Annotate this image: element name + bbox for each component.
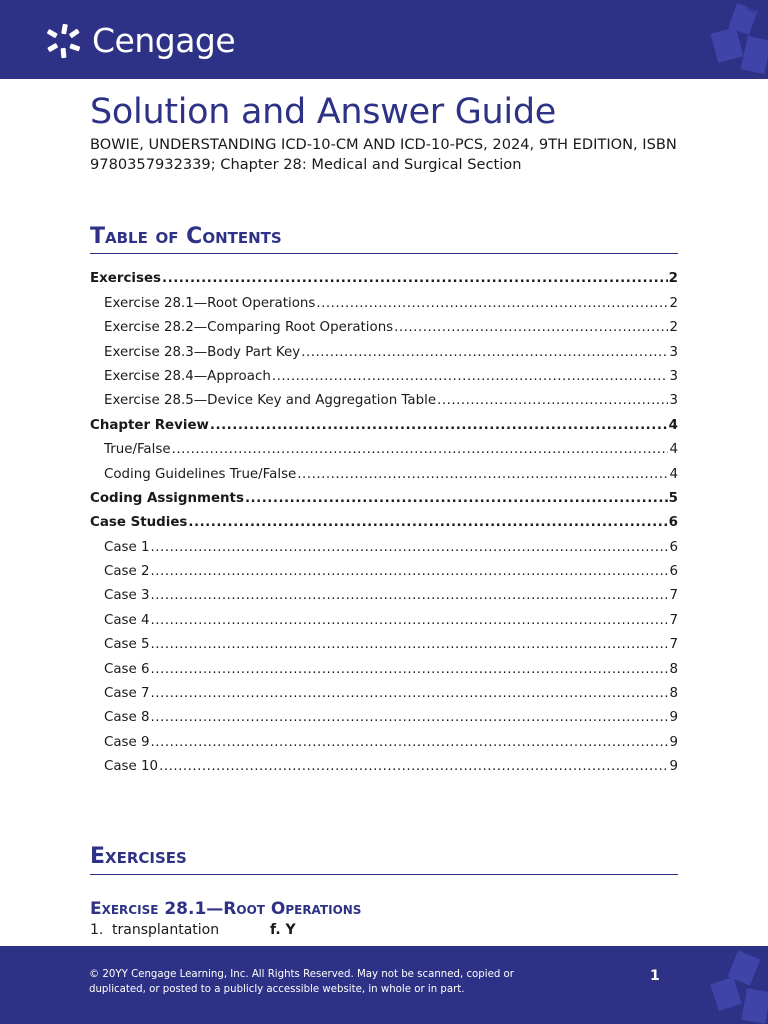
toc-entry-label: Case 8 — [104, 710, 150, 726]
dot-leader — [210, 418, 668, 433]
toc-entry-page: 3 — [669, 344, 678, 360]
exercise-subheading: Exercise 28.1—Root Operations — [90, 899, 362, 919]
toc-link[interactable] — [90, 506, 678, 530]
dot-leader — [394, 320, 668, 335]
dot-leader — [316, 296, 668, 311]
answer-term: transplantation — [112, 922, 220, 938]
toc-link[interactable] — [90, 725, 678, 749]
dot-leader — [297, 467, 668, 482]
toc-entry-label: Case Studies — [90, 515, 188, 531]
dot-leader — [172, 442, 669, 457]
dot-leader — [151, 686, 669, 701]
toc-entry-label: Case 1 — [104, 539, 150, 555]
answer-row — [90, 922, 296, 938]
toc-entry-label: Exercises — [90, 271, 162, 287]
toc-entry-label: Coding Guidelines True/False — [104, 466, 297, 482]
toc-entry-label: Exercise 28.5—Device Key and Aggregation Table — [104, 393, 437, 409]
page-footer — [0, 946, 768, 1024]
dot-leader — [151, 710, 669, 725]
cengage-logo — [46, 22, 235, 60]
toc-entry-page: 8 — [669, 661, 678, 677]
toc-link[interactable] — [90, 482, 678, 506]
dot-leader — [151, 735, 669, 750]
toc-entry-label: Case 2 — [104, 564, 150, 580]
toc-link[interactable] — [90, 335, 678, 359]
toc-entry-page: 2 — [669, 295, 678, 311]
toc-link[interactable] — [90, 677, 678, 701]
dot-leader — [159, 759, 668, 774]
toc-entry-label: Case 10 — [104, 759, 159, 775]
toc-link[interactable] — [90, 701, 678, 725]
answer-key: f. Y — [270, 922, 296, 938]
toc-entry-page: 9 — [669, 734, 678, 750]
toc-entry-label: Case 3 — [104, 588, 150, 604]
toc-heading: Table of Contents — [90, 224, 678, 254]
toc-link[interactable] — [90, 384, 678, 408]
toc-link[interactable] — [90, 530, 678, 554]
toc-link[interactable] — [90, 408, 678, 432]
toc-entry-page: 6 — [669, 539, 678, 555]
toc-link[interactable] — [90, 311, 678, 335]
dot-leader — [162, 271, 668, 286]
toc-entry-page: 9 — [669, 759, 678, 775]
toc-entry-page: 4 — [668, 417, 678, 433]
footer-decoration-icon — [710, 946, 768, 1024]
page-header — [0, 0, 768, 79]
toc-entry-label: Chapter Review — [90, 417, 209, 433]
toc-entry-label: Exercise 28.4—Approach — [104, 368, 271, 384]
toc-entry-page: 4 — [669, 442, 678, 458]
dot-leader — [151, 540, 669, 555]
toc-entry-label: Coding Assignments — [90, 490, 244, 506]
toc-link[interactable] — [90, 750, 678, 774]
toc-entry-page: 3 — [669, 393, 678, 409]
toc-entry-page: 8 — [669, 686, 678, 702]
dot-leader — [301, 345, 668, 360]
copyright-notice: © 20YY Cengage Learning, Inc. All Rights Reserved. May not be scanned, copied or duplicated, or posted to a publicly accessible website, in whole or in part. — [89, 969, 514, 995]
toc-entry-label: Case 5 — [104, 637, 150, 653]
toc-entry-page: 3 — [669, 368, 678, 384]
toc-entry-label: Exercise 28.1—Root Operations — [104, 295, 316, 311]
table-of-contents — [90, 262, 678, 774]
toc-entry-label: Case 7 — [104, 686, 150, 702]
toc-entry-page: 7 — [669, 588, 678, 604]
exercises-heading: Exercises — [90, 844, 678, 875]
toc-entry-page: 9 — [669, 710, 678, 726]
toc-link[interactable] — [90, 628, 678, 652]
book-citation: BOWIE, UNDERSTANDING ICD-10-CM AND ICD-10-PCS, 2024, 9TH EDITION, ISBN 9780357932339; Chapter 28: Medical and Surgical Section — [90, 136, 677, 173]
toc-entry-label: Case 4 — [104, 612, 150, 628]
dot-leader — [437, 393, 668, 408]
toc-link[interactable] — [90, 652, 678, 676]
toc-entry-page: 5 — [668, 490, 678, 506]
toc-entry-page: 6 — [668, 515, 678, 531]
toc-link[interactable] — [90, 457, 678, 481]
cengage-burst-icon — [46, 22, 84, 60]
dot-leader — [151, 613, 669, 628]
toc-entry-page: 6 — [669, 564, 678, 580]
toc-link[interactable] — [90, 555, 678, 579]
toc-entry-label: True/False — [104, 442, 171, 458]
corner-decoration-icon — [708, 0, 768, 79]
dot-leader — [151, 662, 669, 677]
toc-entry-page: 4 — [669, 466, 678, 482]
dot-leader — [151, 637, 669, 652]
toc-entry-page: 7 — [669, 612, 678, 628]
answer-number: 1. — [90, 922, 104, 938]
dot-leader — [151, 564, 669, 579]
toc-link[interactable] — [90, 360, 678, 384]
logo-wordmark: Cengage — [92, 21, 236, 60]
dot-leader — [272, 369, 669, 384]
toc-link[interactable] — [90, 262, 678, 286]
dot-leader — [151, 588, 669, 603]
toc-link[interactable] — [90, 433, 678, 457]
toc-entry-label: Case 9 — [104, 734, 150, 750]
toc-entry-label: Exercise 28.3—Body Part Key — [104, 344, 301, 360]
toc-link[interactable] — [90, 286, 678, 310]
toc-entry-label: Case 6 — [104, 661, 150, 677]
dot-leader — [245, 491, 668, 506]
toc-link[interactable] — [90, 603, 678, 627]
page-number: 1 — [650, 968, 660, 984]
toc-entry-page: 2 — [669, 320, 678, 336]
toc-entry-page: 2 — [668, 271, 678, 287]
toc-link[interactable] — [90, 579, 678, 603]
toc-entry-page: 7 — [669, 637, 678, 653]
page-title: Solution and Answer Guide — [90, 92, 556, 132]
toc-entry-label: Exercise 28.2—Comparing Root Operations — [104, 320, 394, 336]
dot-leader — [188, 515, 667, 530]
